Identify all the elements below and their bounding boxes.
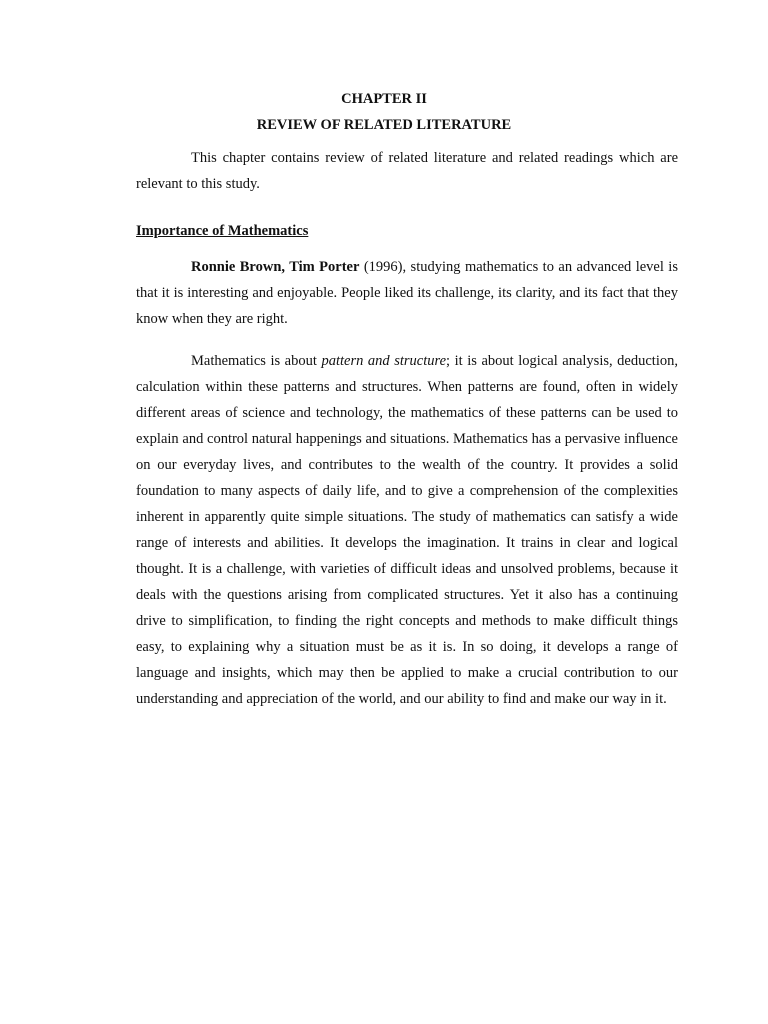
chapter-number: CHAPTER II <box>341 91 427 107</box>
intro-paragraph: This chapter contains review of related literature and related readings which are relevant to this study. <box>136 150 678 192</box>
paragraph-lead: Mathematics is about <box>191 353 322 369</box>
paragraph-text: ; it is about logical analysis, deduction, calculation within these patterns and structures. When patterns are found, often in widely different areas of science and technology, the mathematics of these patterns can be used to explain and control natural happenings and situations. Mathematics has a pervasive influence on our everyday lives, and contributes to the wealth of the country. It provides a solid foundation to many aspects of daily life, and to give a comprehension of the complexities inherent in apparently quite simple situations. The study of mathematics can satisfy a wide range of interests and abilities. It develops the imagination. It trains in clear and logical thought. It is a challenge, with varieties of difficult ideas and unsolved problems, because it deals with the questions arising from complicated structures. Yet it also has a continuing drive to simplification, to finding the right concepts and methods to make difficult things easy, to explaining why a situation must be as it is. In so doing, it develops a range of language and insights, which may then be applied to make a crucial contribution to our understanding and appreciation of the world, and our ability to find and make our way in it. <box>136 353 678 707</box>
section-heading: Importance of Mathematics <box>136 223 309 239</box>
paragraph-text: (1996), studying mathematics to an advanced level is that it is interesting and enjoyable. People liked its challenge, its clarity, and its fact that they know when they are right. <box>136 259 678 327</box>
emphasis-text: pattern and structure <box>321 353 447 369</box>
chapter-title: REVIEW OF RELATED LITERATURE <box>256 117 512 133</box>
paragraph-mathematics <box>136 348 678 712</box>
author-names: Ronnie Brown, Tim Porter <box>191 259 360 275</box>
paragraph-authors <box>136 254 678 332</box>
